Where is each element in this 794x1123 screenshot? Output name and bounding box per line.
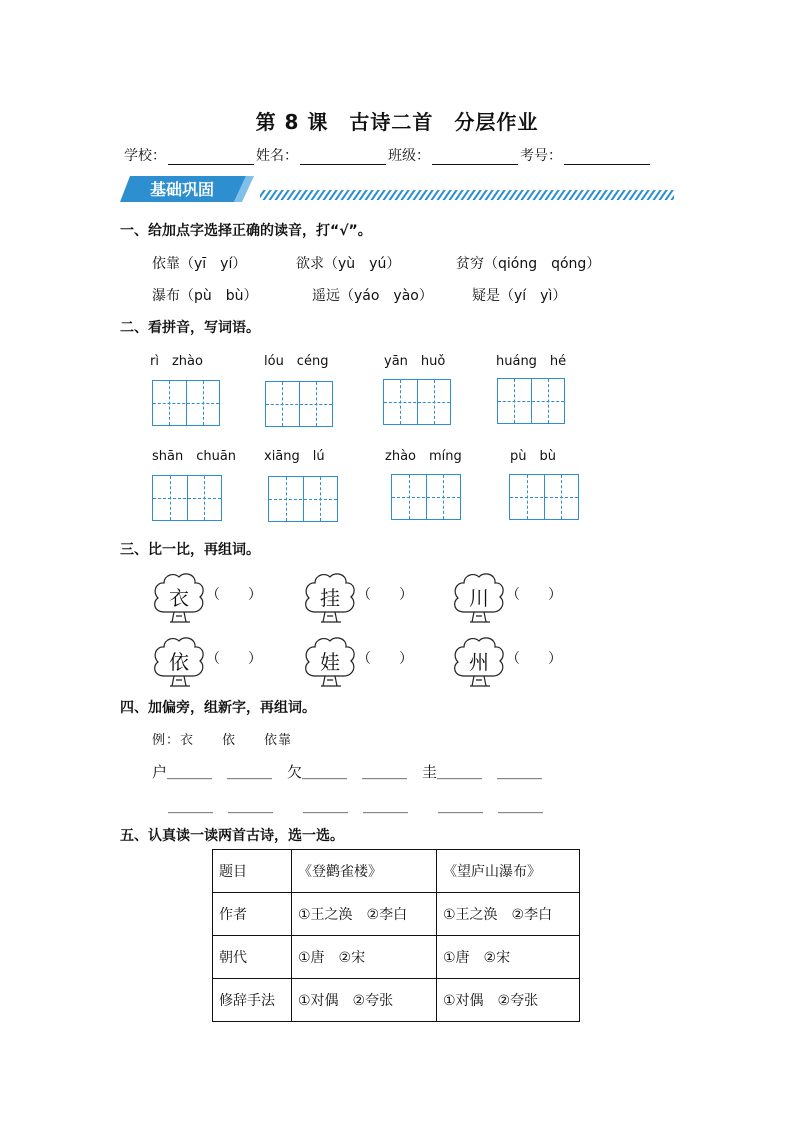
name-label: 姓名：	[256, 148, 298, 164]
fill-line-1[interactable]: 户＿＿＿ ＿＿＿ 欠＿＿＿ ＿＿＿ 圭＿＿＿ ＿＿＿	[152, 763, 543, 781]
section-5-title: 五、认真读一读两首古诗，选一选。	[120, 828, 344, 844]
tree-char: 依	[169, 650, 189, 674]
s1-item[interactable]: 疑是（yí yì）	[472, 288, 567, 304]
writing-grid[interactable]	[152, 380, 220, 426]
section-1-title: 一、给加点字选择正确的读音，打“√”。	[120, 223, 372, 239]
answer-paren[interactable]: （ ）	[506, 587, 562, 603]
school-label: 学校：	[124, 148, 166, 164]
tree-char: 衣	[169, 586, 189, 610]
table-row	[213, 893, 580, 936]
writing-grid[interactable]	[265, 381, 333, 427]
table-cell: 朝代	[213, 936, 292, 979]
section-banner	[120, 172, 680, 206]
writing-grid[interactable]	[383, 379, 451, 425]
table-cell: 《望庐山瀑布》	[437, 850, 580, 893]
s1-item[interactable]: 瀑布（pù bù）	[152, 288, 258, 304]
class-label: 班级：	[388, 148, 430, 164]
banner-label: 基础巩固	[149, 180, 215, 199]
writing-grid[interactable]	[152, 475, 222, 521]
table-row	[213, 979, 580, 1022]
table-row	[213, 936, 580, 979]
pinyin-label: shān chuān	[152, 449, 237, 464]
answer-paren[interactable]: （ ）	[357, 587, 413, 603]
writing-grid[interactable]	[497, 378, 565, 424]
answer-paren[interactable]: （ ）	[357, 651, 413, 667]
table-cell: 作者	[213, 893, 292, 936]
tree-char: 州	[469, 650, 489, 674]
class-blank[interactable]	[432, 150, 518, 165]
section-4-title: 四、加偏旁，组新字，再组词。	[120, 700, 316, 716]
pinyin-label: huáng hé	[496, 354, 567, 369]
writing-grid[interactable]	[509, 474, 579, 520]
table-cell[interactable]: ①唐 ②宋	[437, 936, 580, 979]
pinyin-label: lóu céng	[264, 354, 329, 369]
example-line: 例：衣 依 依靠	[152, 733, 293, 748]
pinyin-label: zhào míng	[385, 449, 462, 464]
name-blank[interactable]	[300, 150, 386, 165]
section-2-title: 二、看拼音，写词语。	[120, 320, 260, 336]
pinyin-label: pù bù	[510, 449, 556, 464]
answer-paren[interactable]: （ ）	[206, 587, 262, 603]
writing-grid[interactable]	[268, 476, 338, 522]
section-3-title: 三、比一比，再组词。	[120, 542, 260, 558]
pinyin-label: yān huǒ	[384, 354, 446, 369]
table-cell[interactable]: ①王之涣 ②李白	[437, 893, 580, 936]
table-cell[interactable]: ①对偶 ②夸张	[437, 979, 580, 1022]
table-cell[interactable]: ①唐 ②宋	[292, 936, 437, 979]
table-cell: 修辞手法	[213, 979, 292, 1022]
poem-table	[212, 849, 580, 1022]
page-title: 第 8 课 古诗二首 分层作业	[255, 110, 539, 134]
tree-char: 娃	[320, 650, 340, 674]
table-cell: 《登鹳雀楼》	[292, 850, 437, 893]
tree-char: 挂	[320, 586, 340, 610]
s1-item[interactable]: 贫穷（qióng qóng）	[456, 256, 601, 272]
answer-paren[interactable]: （ ）	[506, 651, 562, 667]
table-cell[interactable]: ①王之涣 ②李白	[292, 893, 437, 936]
tree-char: 川	[469, 586, 489, 610]
pinyin-label: xiāng lú	[264, 449, 325, 464]
table-row	[213, 850, 580, 893]
s1-item[interactable]: 欲求（yù yú）	[296, 256, 401, 272]
exam-label: 考号：	[520, 148, 562, 164]
table-cell: 题目	[213, 850, 292, 893]
banner-hatch	[260, 190, 674, 200]
table-cell[interactable]: ①对偶 ②夸张	[292, 979, 437, 1022]
pinyin-label: rì zhào	[150, 354, 203, 369]
answer-paren[interactable]: （ ）	[206, 651, 262, 667]
s1-item[interactable]: 遥远（yáo yào）	[312, 288, 433, 304]
school-blank[interactable]	[168, 150, 254, 165]
writing-grid[interactable]	[391, 474, 461, 520]
exam-blank[interactable]	[564, 150, 650, 165]
fill-line-2[interactable]: ＿＿＿ ＿＿＿ ＿＿＿ ＿＿＿ ＿＿＿ ＿＿＿	[168, 797, 544, 815]
student-info-line	[124, 145, 652, 165]
s1-item[interactable]: 依靠（yī yí）	[152, 256, 247, 272]
